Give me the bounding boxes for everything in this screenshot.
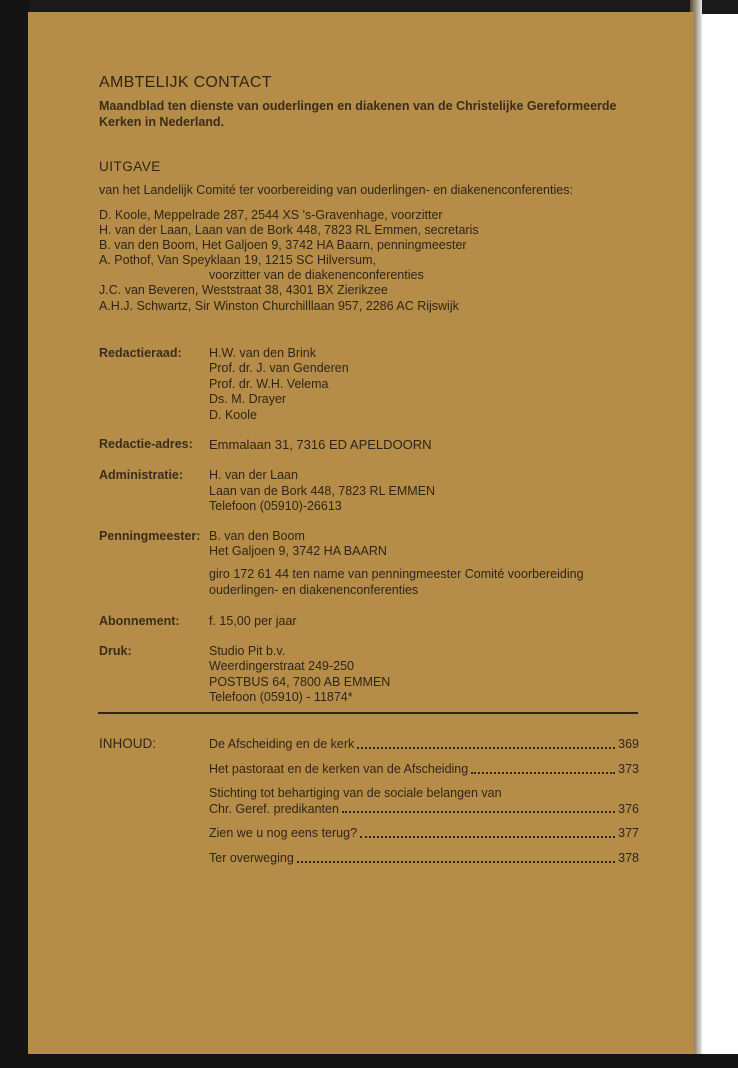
- divider-rule: [98, 712, 638, 714]
- redactieraad-line: Prof. dr. W.H. Velema: [209, 377, 329, 391]
- committee-member-continued: voorzitter van de diakenenconferenties: [209, 268, 424, 282]
- committee-member: J.C. van Beveren, Weststraat 38, 4301 BX Zierikzee: [99, 283, 388, 297]
- administratie-line: Laan van de Bork 448, 7823 RL EMMEN: [209, 484, 436, 498]
- toc-entry-title: De Afscheiding en de kerk: [209, 737, 355, 751]
- magazine-title: AMBTELIJK CONTACT: [99, 74, 272, 91]
- committee-member: A. Pothof, Van Speyklaan 19, 1215 SC Hilversum,: [99, 253, 377, 267]
- redactieraad-line: D. Koole: [209, 408, 257, 422]
- committee-member: H. van der Laan, Laan van de Bork 448, 7823 RL Emmen, secretaris: [99, 223, 479, 237]
- penningmeester-giro: giro 172 61 44 ten name van penningmeester Comité voorbereiding ouderlingen- en diakenenconferenties: [209, 567, 584, 597]
- toc-entry-page: 377: [618, 826, 639, 840]
- toc-entry-title-line1: Stichting tot behartiging van de sociale belangen van: [209, 786, 502, 800]
- toc-entry-page: 369: [618, 737, 639, 751]
- penningmeester-label: Penningmeester:: [99, 529, 201, 543]
- penningmeester-line: B. van den Boom: [209, 529, 305, 543]
- druk-line: Studio Pit b.v.: [209, 644, 286, 658]
- toc-entry-title: Het pastoraat en de kerken van de Afscheiding: [209, 762, 469, 776]
- toc-entry[interactable]: [209, 762, 639, 778]
- toc-entry[interactable]: [209, 826, 639, 842]
- toc-entry-title: Ter overweging: [209, 851, 294, 865]
- uitgave-heading: UITGAVE: [99, 159, 161, 174]
- toc-entry-title: Zien we u nog eens terug?: [209, 826, 358, 840]
- penningmeester-line: Het Galjoen 9, 3742 HA BAARN: [209, 544, 387, 558]
- toc-entry-title: Chr. Geref. predikanten: [209, 801, 339, 816]
- redactieraad-label: Redactieraad:: [99, 346, 182, 360]
- scan-border-bottom: [0, 1054, 738, 1068]
- toc-entry-page: 378: [618, 851, 639, 865]
- redactieraad-line: Prof. dr. J. van Genderen: [209, 361, 349, 375]
- redactie-adres-value: Emmalaan 31, 7316 ED APELDOORN: [209, 437, 432, 452]
- toc-leader-dots: [342, 811, 615, 813]
- druk-line: Weerdingerstraat 249-250: [209, 659, 354, 673]
- toc-leader-dots: [471, 772, 615, 774]
- toc-entry[interactable]: [209, 737, 639, 753]
- scan-border-left: [0, 0, 30, 1068]
- redactieraad-line: H.W. van den Brink: [209, 346, 316, 360]
- druk-line: Telefoon (05910) - 11874*: [209, 690, 353, 704]
- druk-label: Druk:: [99, 644, 132, 658]
- toc-entry-title-line2: [209, 802, 639, 818]
- inhoud-label: INHOUD:: [99, 736, 156, 751]
- abonnement-label: Abonnement:: [99, 614, 180, 628]
- committee-member: A.H.J. Schwartz, Sir Winston Churchilllaan 957, 2286 AC Rijswijk: [99, 299, 459, 313]
- abonnement-value: f. 15,00 per jaar: [209, 614, 297, 628]
- administratie-line: H. van der Laan: [209, 468, 298, 482]
- toc-entry-page: 373: [618, 762, 639, 776]
- toc-leader-dots: [297, 861, 615, 863]
- administratie-line: Telefoon (05910)-26613: [209, 499, 342, 513]
- administratie-label: Administratie:: [99, 468, 184, 482]
- magazine-colophon-page: [28, 12, 694, 1055]
- committee-member: D. Koole, Meppelrade 287, 2544 XS 's-Gravenhage, voorzitter: [99, 208, 443, 222]
- committee-member: B. van den Boom, Het Galjoen 9, 3742 HA Baarn, penningmeester: [99, 238, 467, 252]
- toc-leader-dots: [360, 836, 615, 838]
- toc-entry-page: 376: [618, 801, 639, 816]
- redactie-adres-label: Redactie-adres:: [99, 437, 193, 451]
- redactieraad-line: Ds. M. Drayer: [209, 392, 287, 406]
- magazine-subtitle: Maandblad ten dienste van ouderlingen en diakenen van de Christelijke Gereformeerde Kerken in Nederland.: [99, 99, 617, 129]
- druk-line: POSTBUS 64, 7800 AB EMMEN: [209, 675, 391, 689]
- toc-entry-multiline[interactable]: [209, 786, 639, 817]
- toc-entry[interactable]: [209, 851, 639, 867]
- toc-leader-dots: [357, 747, 615, 749]
- uitgave-intro: van het Landelijk Comité ter voorbereiding van ouderlingen- en diakenenconferenties:: [99, 183, 573, 197]
